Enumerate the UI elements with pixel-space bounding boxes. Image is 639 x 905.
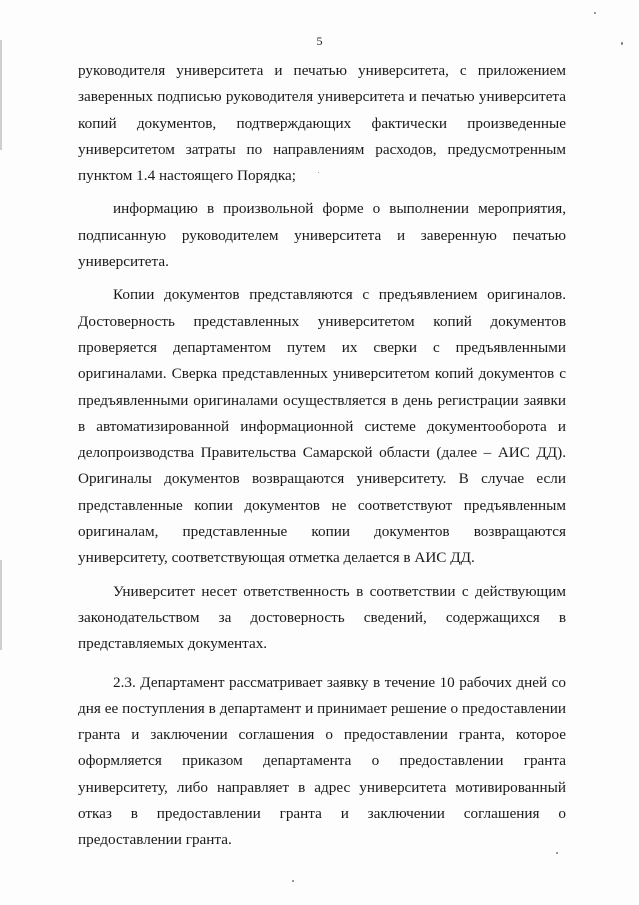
scan-speck [318,172,319,173]
paragraph-copies-verification: Копии документов представляются с предъявлением оригиналов. Достоверность представленных университетом копий документов проверяется департаментом путем их сверки с предъявленными оригиналами. Сверка представленных университетом копий документов с предъявленными оригиналами осуществляется в день регистрации заявки в автоматизированной информационной системе документооборота и делопроизводства Правительства Самарской области (далее – АИС ДД). Оригиналы документов возвращаются университету. В случае если представленные копии документов не соответствуют предъявленным оригиналам, представленные копии документов возвращаются университету, соответствующая отметка делается в АИС ДД. [78,286,566,567]
paragraph-continuation: руководителя университета и печатью университета, с приложением заверенных подписью руководителя университета и печатью университета копий документов, подтверждающих фактически произведенные университетом затраты по направлениям расходов, предусмотренным пунктом 1.4 настоящего Порядка; [78,62,566,185]
scan-speck [594,12,596,14]
document-body [78,58,566,854]
paragraph-section-2-3: 2.3. Департамент рассматривает заявку в течение 10 рабочих дней со дня ее поступления в департамент и принимает решение о предоставлении гранта и заключении соглашения о предоставлении гранта, которое оформляется приказом департамента о предоставлении гранта университету, либо направляет в адрес университета мотивированный отказ в предоставлении гранта и заключении соглашения о предоставлении гранта. [78,673,566,849]
scan-edge-shadow [0,560,2,650]
scan-speck [292,880,294,882]
paragraph-responsibility: Университет несет ответственность в соответствии с действующим законодательством за достоверность сведений, содержащихся в представляемых документах. [78,582,566,653]
page-number: 5 [316,34,323,48]
scan-edge-shadow [0,40,2,150]
scan-speck [556,852,558,854]
scan-speck [621,42,623,45]
paragraph-report-info: информацию в произвольной форме о выполнении мероприятия, подписанную руководителем университета и заверенную печатью университета. [78,200,566,271]
